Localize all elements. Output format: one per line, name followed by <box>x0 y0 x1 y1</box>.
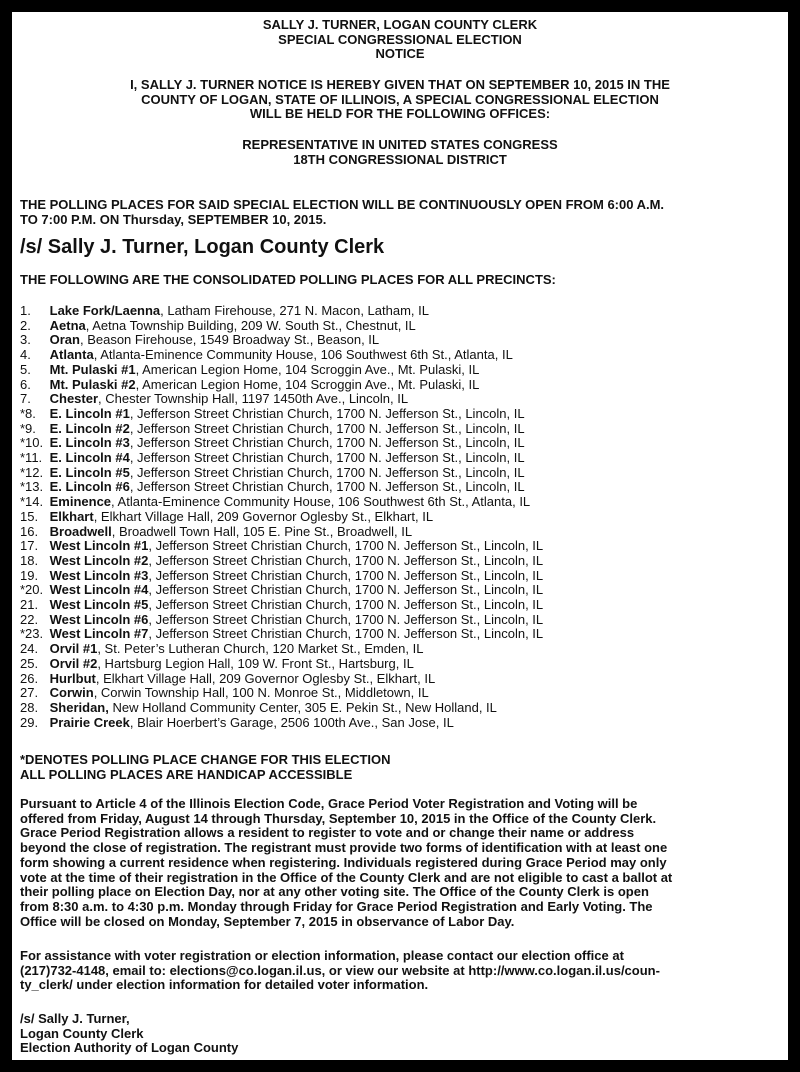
precinct-number: *8. <box>20 405 36 421</box>
precinct-location: , Elkhart Village Hall, 209 Governor Oglesby St., Elkhart, IL <box>93 508 434 524</box>
precinct-item <box>20 642 780 657</box>
paragraph-line: from 8:30 a.m. to 4:30 p.m. Monday through Friday for Grace Period Registration and Early Voting. The <box>20 898 653 914</box>
precinct-name: E. Lincoln #3 <box>49 435 130 451</box>
precinct-name: Hurlbut <box>49 670 96 686</box>
precinct-number: 29. <box>20 714 39 730</box>
title-line: NOTICE <box>375 46 425 62</box>
precinct-number: 2. <box>20 317 31 333</box>
precinct-location: , Jefferson Street Christian Church, 1700 N. Jefferson St., Lincoln, IL <box>148 611 544 627</box>
paragraph-line: beyond the close of registration. The registrant must provide two forms of identification with at least one <box>20 840 668 856</box>
paragraph-line: Pursuant to Article 4 of the Illinois Election Code, Grace Period Voter Registration and Voting will be <box>20 796 638 811</box>
precinct-location: , Corwin Township Hall, 100 N. Monroe St., Middletown, IL <box>93 685 429 701</box>
signature-line: /s/ Sally J. Turner, <box>20 1011 130 1026</box>
precinct-number: 6. <box>20 376 31 392</box>
precinct-item <box>20 613 780 628</box>
office-line: 18TH CONGRESSIONAL DISTRICT <box>293 151 507 167</box>
precinct-location: , Jefferson Street Christian Church, 1700 N. Jefferson St., Lincoln, IL <box>129 479 525 495</box>
precinct-number: *12. <box>20 464 44 480</box>
precinct-location: , Jefferson Street Christian Church, 1700 N. Jefferson St., Lincoln, IL <box>129 405 525 421</box>
precinct-number: 28. <box>20 699 39 715</box>
precinct-item <box>20 657 780 672</box>
statement-line: WILL BE HELD FOR THE FOLLOWING OFFICES: <box>249 106 551 122</box>
office-heading <box>20 138 780 167</box>
title-line: SALLY J. TURNER, LOGAN COUNTY CLERK <box>262 17 538 32</box>
precinct-location: , Jefferson Street Christian Church, 1700 N. Jefferson St., Lincoln, IL <box>148 626 544 642</box>
signature-line: Logan County Clerk <box>20 1025 144 1041</box>
precinct-location: , Aetna Township Building, 209 W. South St., Chestnut, IL <box>85 317 416 333</box>
paragraph-line: ty_clerk/ under election information for detailed voter information. <box>20 977 429 993</box>
precinct-number: 5. <box>20 361 31 377</box>
notice-statement <box>20 78 780 122</box>
precinct-name: Sheridan, <box>49 699 109 715</box>
precinct-name: West Lincoln #1 <box>49 538 149 554</box>
precinct-number: *11. <box>20 450 43 466</box>
precinct-location: , Jefferson Street Christian Church, 1700 N. Jefferson St., Lincoln, IL <box>148 567 544 583</box>
precinct-name: Prairie Creek <box>49 714 130 730</box>
precinct-number: 21. <box>20 597 39 613</box>
precinct-location: , Jefferson Street Christian Church, 1700 N. Jefferson St., Lincoln, IL <box>129 435 525 451</box>
signature-line: Election Authority of Logan County <box>20 1040 239 1056</box>
precinct-item <box>20 569 780 584</box>
precinct-name: West Lincoln #4 <box>49 582 149 598</box>
precinct-number: 3. <box>20 332 31 348</box>
office-line: REPRESENTATIVE IN UNITED STATES CONGRESS <box>242 137 558 152</box>
election-notice <box>12 12 788 1060</box>
precinct-name: Mt. Pulaski #2 <box>49 376 136 392</box>
statement-line: I, SALLY J. TURNER NOTICE IS HEREBY GIVEN THAT ON SEPTEMBER 10, 2015 IN THE <box>130 77 670 92</box>
paragraph-line: their polling place on Election Day, nor at any other voting site. The Office of the County Clerk is open <box>20 884 649 900</box>
precinct-name: E. Lincoln #2 <box>49 420 130 436</box>
precinct-number: 1. <box>20 303 31 318</box>
notes <box>20 753 780 782</box>
precinct-item <box>20 495 780 510</box>
precinct-number: *13. <box>20 479 44 495</box>
precinct-item <box>20 319 780 334</box>
precinct-item <box>20 627 780 642</box>
paragraph-line: form showing a current residence when registering. Individuals registered during Grace Period may only <box>20 854 667 870</box>
precinct-item <box>20 348 780 363</box>
precinct-item <box>20 554 780 569</box>
precinct-number: 25. <box>20 655 39 671</box>
precinct-location: , American Legion Home, 104 Scroggin Ave., Mt. Pulaski, IL <box>135 376 480 392</box>
precinct-name: Orvil #2 <box>49 655 98 671</box>
precinct-name: Oran <box>49 332 80 348</box>
precinct-name: Elkhart <box>49 508 94 524</box>
precinct-number: 17. <box>20 538 39 554</box>
precinct-item <box>20 304 780 319</box>
precinct-number: *20. <box>20 582 44 598</box>
precinct-name: Lake Fork/Laenna <box>49 303 161 318</box>
paragraph-line: For assistance with voter registration or election information, please contact our election office at <box>20 948 624 963</box>
precinct-name: West Lincoln #6 <box>49 611 149 627</box>
precinct-item <box>20 392 780 407</box>
paragraph-line: offered from Friday, August 14 through Thursday, September 10, 2015 in the Office of the County Clerk. <box>20 810 657 826</box>
precinct-location: , Chester Township Hall, 1197 1450th Ave., Lincoln, IL <box>98 391 409 407</box>
precinct-item <box>20 525 780 540</box>
note-line: *DENOTES POLLING PLACE CHANGE FOR THIS ELECTION <box>20 752 391 767</box>
precinct-number: 7. <box>20 391 31 407</box>
paragraph-line: vote at the time of their registration in the Office of the County Clerk and are not eligible to cast a ballot at <box>20 869 673 885</box>
precinct-item <box>20 363 780 378</box>
precinct-item <box>20 686 780 701</box>
hours-line: THE POLLING PLACES FOR SAID SPECIAL ELECTION WILL BE CONTINUOUSLY OPEN FROM 6:00 A.M. <box>20 197 665 212</box>
paragraph-line: Grace Period Registration allows a resident to register to vote and or change their name or address <box>20 825 635 841</box>
precinct-name: Chester <box>49 391 99 407</box>
precinct-item <box>20 436 780 451</box>
precinct-location: , Atlanta-Eminence Community House, 106 Southwest 6th St., Atlanta, IL <box>111 494 531 510</box>
precinct-item <box>20 422 780 437</box>
precinct-location: , Jefferson Street Christian Church, 1700 N. Jefferson St., Lincoln, IL <box>129 464 525 480</box>
precinct-number: *23. <box>20 626 44 642</box>
precinct-number: 4. <box>20 347 31 363</box>
precinct-location: , St. Peter’s Lutheran Church, 120 Market St., Emden, IL <box>97 641 424 657</box>
precinct-location: , Jefferson Street Christian Church, 1700 N. Jefferson St., Lincoln, IL <box>129 420 525 436</box>
precinct-item <box>20 451 780 466</box>
precinct-number: 19. <box>20 567 39 583</box>
precinct-number: 16. <box>20 523 39 539</box>
precinct-location: , Jefferson Street Christian Church, 1700 N. Jefferson St., Lincoln, IL <box>148 582 544 598</box>
precinct-item <box>20 378 780 393</box>
precinct-location: , Beason Firehouse, 1549 Broadway St., Beason, IL <box>79 332 380 348</box>
precinct-name: Aetna <box>49 317 86 333</box>
list-heading: THE FOLLOWING ARE THE CONSOLIDATED POLLING PLACES FOR ALL PRECINCTS: <box>20 272 556 287</box>
precinct-item <box>20 510 780 525</box>
note-line: ALL POLLING PLACES ARE HANDICAP ACCESSIBLE <box>20 766 353 782</box>
polling-hours <box>20 198 780 227</box>
precinct-name: E. Lincoln #4 <box>49 450 130 466</box>
precinct-name: Eminence <box>49 494 112 510</box>
precinct-location: , Hartsburg Legion Hall, 109 W. Front St., Hartsburg, IL <box>97 655 414 671</box>
precinct-location: , Latham Firehouse, 271 N. Macon, Latham, IL <box>160 303 429 318</box>
precinct-name: West Lincoln #7 <box>49 626 149 642</box>
precinct-name: Orvil #1 <box>49 641 98 657</box>
precinct-location: , Elkhart Village Hall, 209 Governor Oglesby St., Elkhart, IL <box>95 670 436 686</box>
precinct-location: , Jefferson Street Christian Church, 1700 N. Jefferson St., Lincoln, IL <box>148 552 544 568</box>
precinct-name: West Lincoln #3 <box>49 567 149 583</box>
precinct-number: 26. <box>20 670 39 686</box>
precinct-location: , Atlanta-Eminence Community House, 106 Southwest 6th St., Atlanta, IL <box>93 347 513 363</box>
precinct-location: , Broadwell Town Hall, 105 E. Pine St., Broadwell, IL <box>111 523 413 539</box>
precinct-name: Mt. Pulaski #1 <box>49 361 136 377</box>
precinct-name: Broadwell <box>49 523 112 539</box>
precinct-name: E. Lincoln #5 <box>49 464 130 480</box>
precinct-name: E. Lincoln #6 <box>49 479 130 495</box>
precinct-item <box>20 466 780 481</box>
precinct-number: *14. <box>20 494 44 510</box>
hours-line: TO 7:00 P.M. ON Thursday, SEPTEMBER 10, 2015. <box>20 211 327 227</box>
precinct-number: 15. <box>20 508 39 524</box>
precinct-number: 27. <box>20 685 39 701</box>
precinct-number: 22. <box>20 611 39 627</box>
precinct-number: 24. <box>20 641 39 657</box>
precinct-name: West Lincoln #5 <box>49 597 149 613</box>
precinct-item <box>20 672 780 687</box>
precinct-location: , Jefferson Street Christian Church, 1700 N. Jefferson St., Lincoln, IL <box>148 538 544 554</box>
precinct-number: *9. <box>20 420 36 436</box>
precinct-location: New Holland Community Center, 305 E. Pekin St., New Holland, IL <box>108 699 497 715</box>
precinct-item <box>20 598 780 613</box>
precinct-name: Atlanta <box>49 347 94 363</box>
precinct-item <box>20 716 780 731</box>
precinct-location: , Jefferson Street Christian Church, 1700 N. Jefferson St., Lincoln, IL <box>148 597 544 613</box>
statement-line: COUNTY OF LOGAN, STATE OF ILLINOIS, A SPECIAL CONGRESSIONAL ELECTION <box>141 91 659 107</box>
paragraph-line: (217)732-4148, email to: elections@co.logan.il.us, or view our website at http://www.co.logan.il.us/coun- <box>20 962 660 978</box>
precinct-item <box>20 539 780 554</box>
title-line: SPECIAL CONGRESSIONAL ELECTION <box>278 31 522 47</box>
paragraph-line: Office will be closed on Monday, September 7, 2015 in observance of Labor Day. <box>20 913 515 929</box>
precinct-list <box>20 304 780 730</box>
precinct-number: 18. <box>20 552 39 568</box>
precinct-name: West Lincoln #2 <box>49 552 149 568</box>
precinct-location: , Jefferson Street Christian Church, 1700 N. Jefferson St., Lincoln, IL <box>129 450 525 466</box>
assistance-paragraph <box>20 949 780 993</box>
notice-title <box>20 18 780 62</box>
precinct-name: E. Lincoln #1 <box>49 405 130 421</box>
precinct-item <box>20 333 780 348</box>
precinct-item <box>20 407 780 422</box>
precinct-item <box>20 701 780 716</box>
precinct-location: , American Legion Home, 104 Scroggin Ave., Mt. Pulaski, IL <box>135 361 480 377</box>
precinct-location: , Blair Hoerbert’s Garage, 2506 100th Ave., San Jose, IL <box>129 714 454 730</box>
precinct-item <box>20 583 780 598</box>
grace-period-paragraph <box>20 797 780 929</box>
precinct-number: *10. <box>20 435 44 451</box>
closing-signature <box>20 1012 780 1056</box>
clerk-signature: /s/ Sally J. Turner, Logan County Clerk <box>20 236 385 258</box>
precinct-item <box>20 480 780 495</box>
precinct-name: Corwin <box>49 685 94 701</box>
